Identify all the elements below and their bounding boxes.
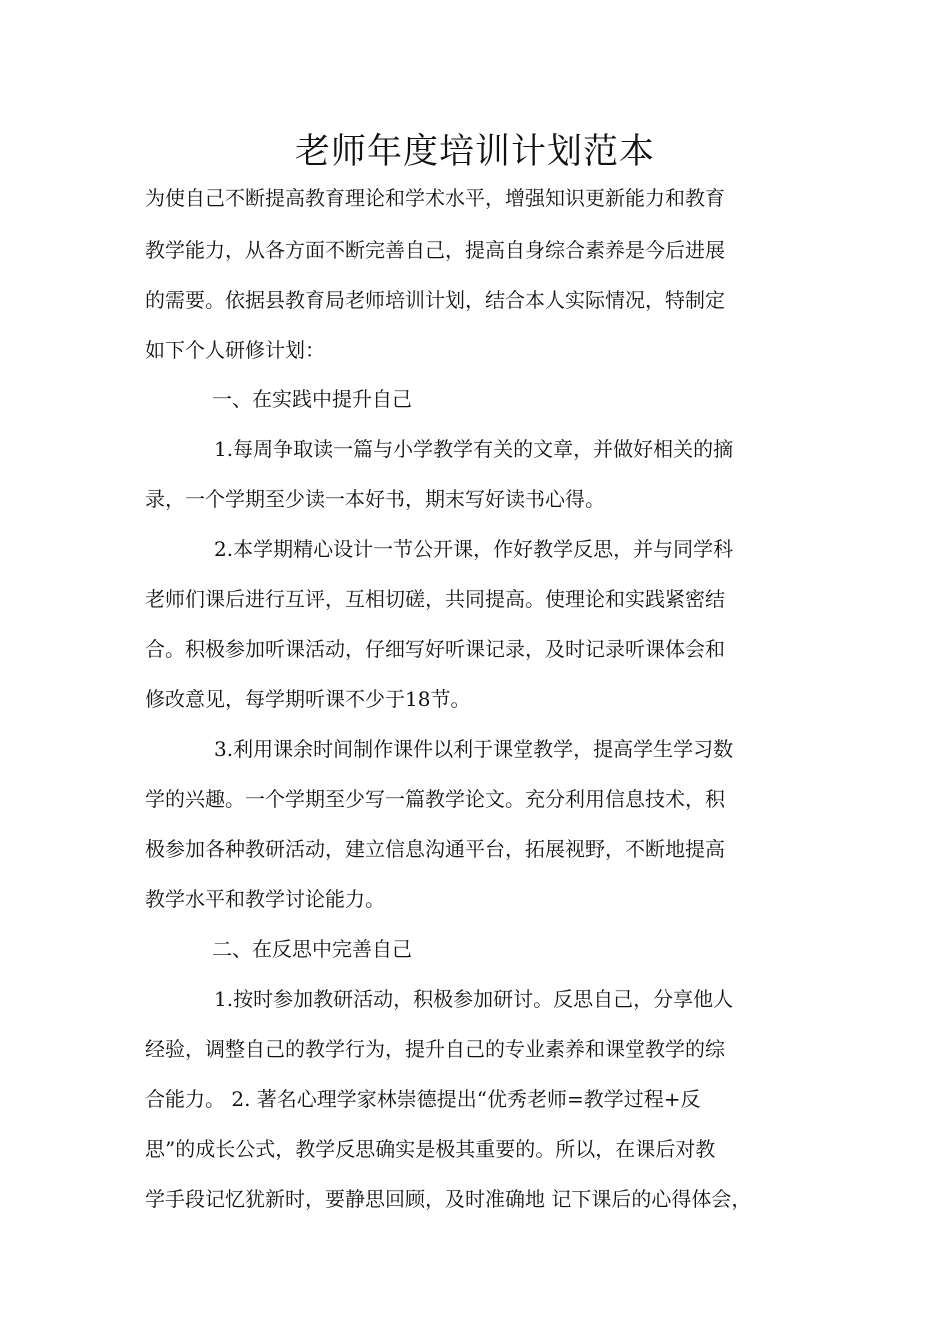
intro-line-2: 教学能力，从各方面不断完善自己，提高自身综合素养是今后进展 <box>145 238 725 262</box>
item-2-1-line-1: 1.按时参加教研活动，积极参加研讨。反思自己，分享他人 <box>214 987 734 1011</box>
item-1-3-line-3: 极参加各种教研活动，建立信息沟通平台，拓展视野，不断地提高 <box>145 837 725 861</box>
item-1-2-line-1: 2.本学期精心设计一节公开课，作好教学反思，并与同学科 <box>214 537 734 561</box>
item-1-1-line-1: 1.每周争取读一篇与小学教学有关的文章，并做好相关的摘 <box>214 437 734 461</box>
item-2-1-line-2: 经验，调整自己的教学行为，提升自己的专业素养和课堂教学的综 <box>145 1037 725 1061</box>
item-1-3-line-1: 3.利用课余时间制作课件以利于课堂教学，提高学生学习数 <box>214 737 734 761</box>
item-1-3-line-2: 学的兴趣。一个学期至少写一篇教学论文。充分利用信息技术，积 <box>145 787 725 811</box>
item-1-3-line-4: 教学水平和教学讨论能力。 <box>145 887 385 911</box>
item-1-2-line-2: 老师们课后进行互评，互相切磋，共同提高。使理论和实践紧密结 <box>145 587 725 611</box>
item-2-2-line-3: 学手段记忆犹新时，要静思回顾，及时准确地 记下课后的心得体会， <box>145 1187 752 1211</box>
item-1-2-line-4: 修改意见，每学期听课不少于18节。 <box>145 687 471 711</box>
intro-line-4: 如下个人研修计划： <box>145 338 325 362</box>
intro-line-3: 的需要。依据县教育局老师培训计划，结合本人实际情况，特制定 <box>145 288 725 312</box>
item-1-1-line-2: 录，一个学期至少读一本好书，期末写好读书心得。 <box>145 487 605 511</box>
section-heading-1: 一、在实践中提升自己 <box>212 387 412 411</box>
document-title: 老师年度培训计划范本 <box>294 132 655 172</box>
section-heading-2: 二、在反思中完善自己 <box>212 937 412 961</box>
item-2-1-line-3: 合能力。 2. 著名心理学家林崇德提出“优秀老师=教学过程+反 <box>145 1087 701 1111</box>
item-1-2-line-3: 合。积极参加听课活动，仔细写好听课记录，及时记录听课体会和 <box>145 637 725 661</box>
item-2-2-line-2: 思”的成长公式，教学反思确实是极其重要的。所以，在课后对教 <box>145 1137 716 1161</box>
intro-line-1: 为使自己不断提高教育理论和学术水平，增强知识更新能力和教育 <box>145 186 725 210</box>
